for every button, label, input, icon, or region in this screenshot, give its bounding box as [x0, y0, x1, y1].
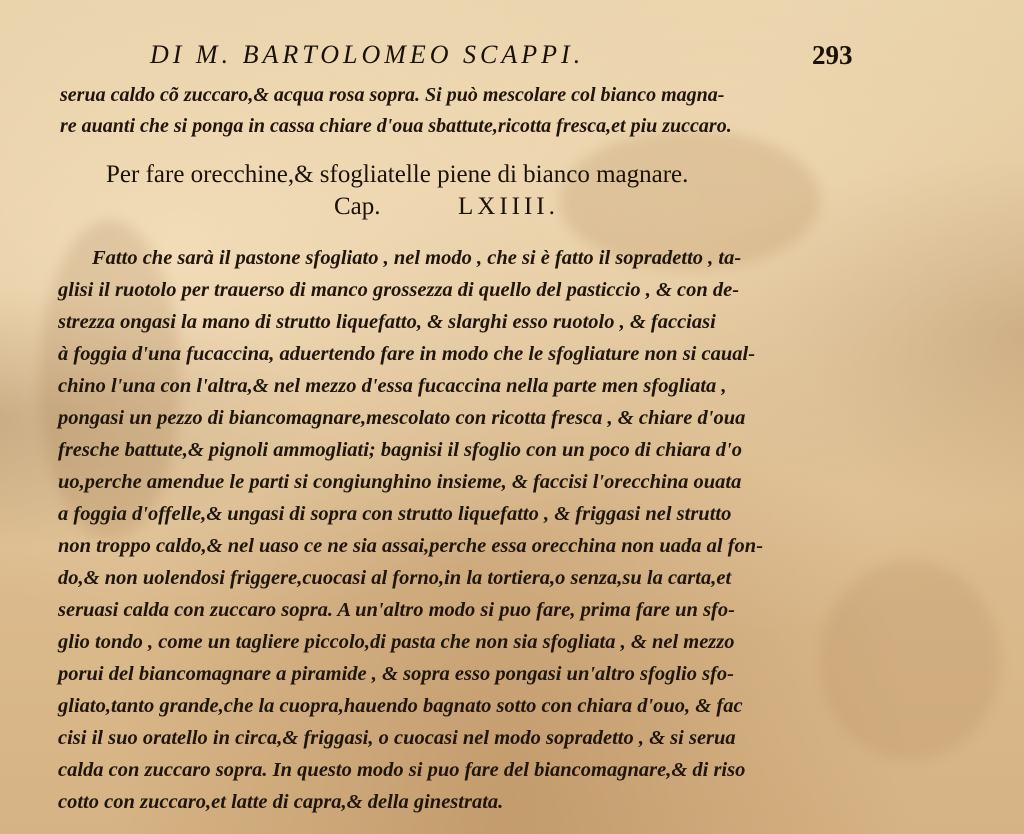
text-line: cotto con zuccaro,et latte di capra,& della ginestrata.: [58, 791, 504, 813]
text-line: serua caldo cõ zuccaro,& acqua rosa sopra. Si può mescolare col bianco magna-: [60, 84, 725, 106]
text-line: uo,perche amendue le parti si congiunghino insieme, & faccisi l'orecchina ouata: [58, 471, 742, 493]
chapter-title: Per fare orecchine,& sfogliatelle piene di bianco magnare.: [106, 161, 689, 188]
text-line: à foggia d'una fucaccina, aduertendo fare in modo che le sfogliature non si caual-: [58, 343, 756, 365]
text-line: strezza ongasi la mano di strutto liquefatto, & slarghi esso ruotolo , & facciasi: [58, 311, 716, 333]
page-number: 293: [812, 40, 853, 70]
text-line: chino l'una con l'altra,& nel mezzo d'essa fucaccina nella parte men sfogliata ,: [58, 375, 727, 397]
text-line: glio tondo , come un tagliere piccolo,di pasta che non sia sfogliata , & nel mezzo: [58, 631, 735, 653]
text-line: seruasi calda con zuccaro sopra. A un'altro modo si puo fare, prima fare un sfo-: [58, 599, 735, 621]
chapter-number: LXIIII.: [458, 193, 559, 220]
text-line: gliato,tanto grande,che la cuopra,hauendo bagnato sotto con chiara d'ouo, & fac: [58, 695, 743, 717]
text-line: pongasi un pezzo di biancomagnare,mescolato con ricotta fresca , & chiare d'oua: [58, 407, 746, 429]
text-line: fresche battute,& pignoli ammogliati; bagnisi il sfoglio con un poco di chiara d'o: [58, 439, 742, 461]
text-line: calda con zuccaro sopra. In questo modo si puo fare del biancomagnare,& di riso: [58, 759, 746, 781]
text-line: do,& non uolendosi friggere,cuocasi al forno,in la tortiera,o senza,su la carta,et: [58, 567, 732, 589]
text-line: cisi il suo oratello in circa,& friggasi, o cuocasi nel modo sopradetto , & si serua: [58, 727, 736, 749]
running-head: DI M. BARTOLOMEO SCAPPI.: [150, 40, 585, 69]
text-line: porui del biancomagnare a piramide , & sopra esso pongasi un'altro sfoglio sfo-: [58, 663, 734, 685]
text-line: a foggia d'offelle,& ungasi di sopra con strutto liquefatto , & friggasi nel strutto: [58, 503, 732, 525]
text-line: non troppo caldo,& nel uaso ce ne sia assai,perche essa orecchina non uada al fon-: [58, 535, 764, 557]
chapter-cap-label: Cap.: [334, 193, 381, 220]
text-line: glisi il ruotolo per trauerso di manco grossezza di quello del pasticcio , & con de-: [58, 279, 740, 301]
text-line: re auanti che si ponga in cassa chiare d'oua sbattute,ricotta fresca,et piu zuccaro.: [60, 115, 732, 137]
text-line: Fatto che sarà il pastone sfogliato , nel modo , che si è fatto il sopradetto , ta-: [92, 247, 742, 269]
